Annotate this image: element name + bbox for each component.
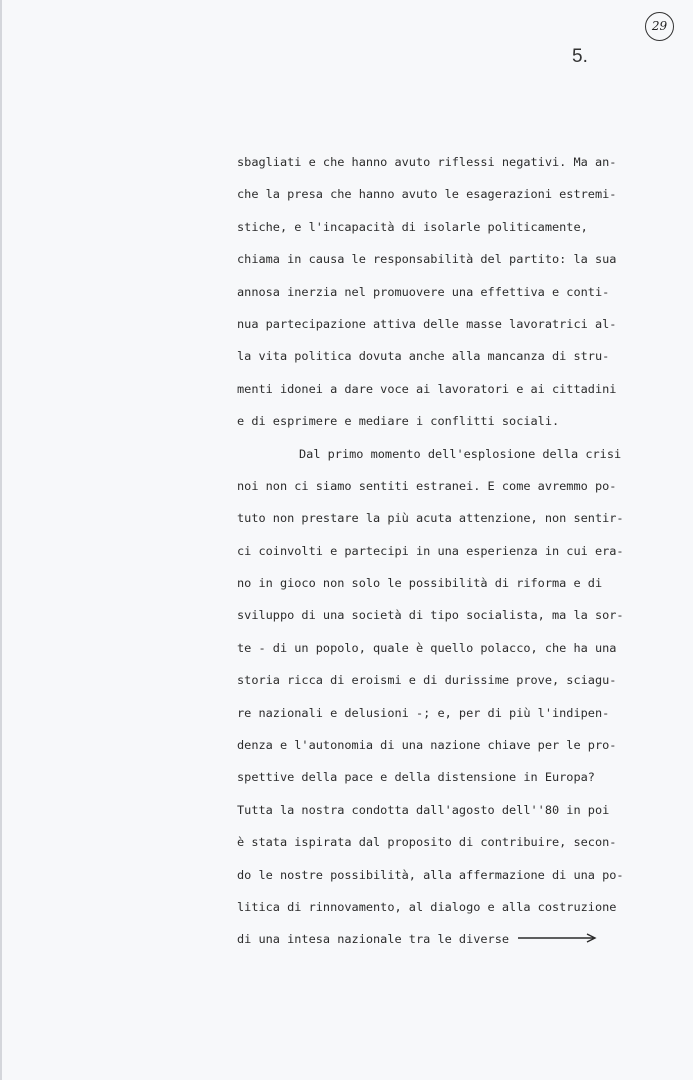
text-line: tuto non prestare la più acuta attenzione, non sentir-: [237, 511, 624, 526]
text-line: do le nostre possibilità, alla affermazione di una po-: [237, 867, 624, 882]
text-line: menti idonei a dare voce ai lavoratori e ai cittadini: [237, 381, 617, 396]
text-line: che la presa che hanno avuto le esagerazioni estremi-: [237, 187, 617, 202]
paragraph-first-line: Dal primo momento dell'esplosione della crisi: [299, 446, 622, 461]
text-line: Tutta la nostra condotta dall'agosto dell''80 in poi: [237, 802, 610, 817]
text-line: annosa inerzia nel promuovere una effettiva e conti-: [237, 284, 610, 299]
text-line: è stata ispirata dal proposito di contribuire, secon-: [237, 835, 617, 850]
text-line: te - di un popolo, quale è quello polacco, che ha una: [237, 640, 617, 655]
text-line: stiche, e l'incapacità di isolarle politicamente,: [237, 219, 588, 234]
last-line-text: di una intesa nazionale tra le diverse: [237, 932, 510, 947]
text-line: ci coinvolti e partecipi in una esperienza in cui era-: [237, 543, 624, 558]
text-line: la vita politica dovuta anche alla mancanza di stru-: [237, 349, 610, 364]
text-line: re nazionali e delusioni -; e, per di più l'indipen-: [237, 705, 610, 720]
text-line: no in gioco non solo le possibilità di riforma e di: [237, 576, 603, 591]
page-number: 5.: [572, 46, 588, 67]
text-line: chiama in causa le responsabilità del partito: la sua: [237, 252, 617, 267]
text-line: denza e l'autonomia di una nazione chiave per le pro-: [237, 738, 617, 753]
text-line: nua partecipazione attiva delle masse lavoratrici al-: [237, 316, 617, 331]
typed-text-body: [237, 146, 624, 956]
text-line-last: [237, 923, 617, 955]
archive-page-stamp: 29: [645, 12, 674, 41]
text-line: noi non ci siamo sentiti estranei. E come avremmo po-: [237, 478, 617, 493]
text-line: sviluppo di una società di tipo socialista, ma la sor-: [237, 608, 624, 623]
text-line: storia ricca di eroismi e di durissime prove, sciagu-: [237, 673, 617, 688]
text-line: sbagliati e che hanno avuto riflessi negativi. Ma an-: [237, 155, 617, 169]
text-line: spettive della pace e della distensione in Europa?: [237, 770, 595, 785]
continuation-arrow-icon: [517, 933, 597, 943]
text-line: litica di rinnovamento, al dialogo e alla costruzione: [237, 899, 617, 914]
text-line: e di esprimere e mediare i conflitti sociali.: [237, 414, 560, 429]
